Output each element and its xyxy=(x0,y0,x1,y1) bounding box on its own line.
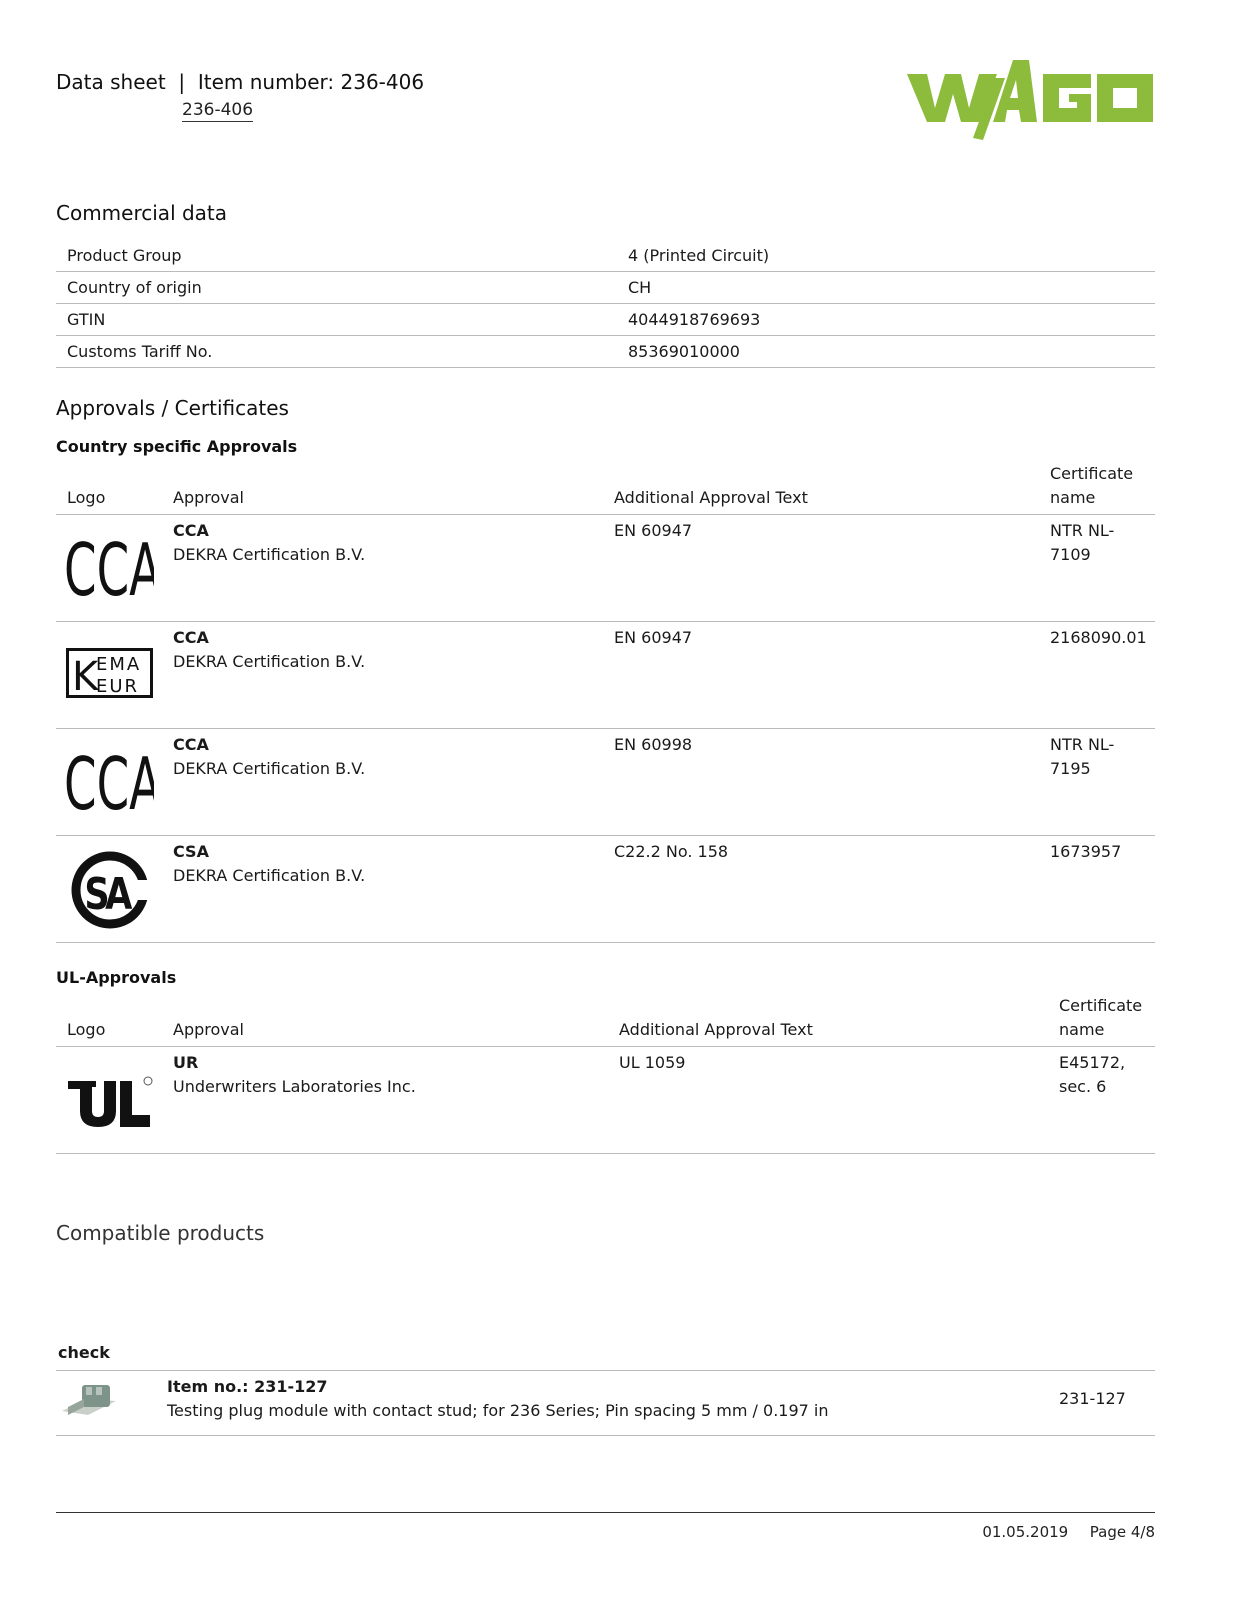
svg-text:CCA: CCA xyxy=(64,533,154,603)
col-additional-text: Additional Approval Text xyxy=(619,1020,813,1039)
wago-logo xyxy=(905,56,1155,142)
col-approval: Approval xyxy=(173,488,244,507)
certificate-name-cont: 7195 xyxy=(1050,759,1091,778)
col-additional-text: Additional Approval Text xyxy=(614,488,808,507)
section-heading-approvals: Approvals / Certificates xyxy=(56,396,289,420)
approval-org: DEKRA Certification B.V. xyxy=(173,866,366,885)
approval-text: C22.2 No. 158 xyxy=(614,842,729,861)
svg-text:CCA: CCA xyxy=(64,747,154,817)
table-row xyxy=(56,1047,1155,1154)
svg-text:EUR: EUR xyxy=(96,676,140,697)
product-description: Testing plug module with contact stud; for 236 Series; Pin spacing 5 mm / 0.197 in xyxy=(167,1401,829,1420)
approval-name: CSA xyxy=(173,842,209,861)
product-code: 231-127 xyxy=(1059,1389,1126,1408)
table-row xyxy=(56,622,1155,729)
approval-org: DEKRA Certification B.V. xyxy=(173,545,366,564)
approval-name: UR xyxy=(173,1053,199,1072)
csa-logo xyxy=(70,846,152,936)
col-certificate: Certificate xyxy=(1059,996,1143,1015)
table-row xyxy=(56,836,1155,943)
cca-logo xyxy=(64,533,154,607)
table-row xyxy=(56,729,1155,836)
certificate-name: 1673957 xyxy=(1050,842,1122,861)
cca-logo xyxy=(64,747,154,821)
certificate-name: NTR NL- xyxy=(1050,735,1115,754)
section-heading-commercial: Commercial data xyxy=(56,201,228,225)
section-heading-compatible: Compatible products xyxy=(56,1221,265,1245)
certificate-name: NTR NL- xyxy=(1050,521,1115,540)
table-header xyxy=(56,992,1155,1047)
svg-text:A: A xyxy=(105,869,133,921)
page-title: Data sheet | Item number: 236-406 xyxy=(56,70,425,94)
row-key: Country of origin xyxy=(67,278,202,297)
row-value: 4044918769693 xyxy=(628,310,761,329)
svg-text:K: K xyxy=(72,654,99,700)
compatible-group-label: check xyxy=(58,1343,110,1362)
row-key: GTIN xyxy=(67,310,106,329)
row-value: 4 (Printed Circuit) xyxy=(628,246,770,265)
table-header xyxy=(56,460,1155,515)
svg-text:EMA: EMA xyxy=(96,654,142,675)
certificate-name: E45172, xyxy=(1059,1053,1126,1072)
certificate-name-cont: sec. 6 xyxy=(1059,1077,1107,1096)
svg-text:S: S xyxy=(84,869,110,921)
footer-date: 01.05.2019 xyxy=(982,1523,1069,1541)
approval-text: EN 60998 xyxy=(614,735,693,754)
subheading-country-approvals: Country specific Approvals xyxy=(56,437,298,456)
certificate-name-cont: 7109 xyxy=(1050,545,1091,564)
product-item-number[interactable]: Item no.: 231-127 xyxy=(167,1377,328,1396)
col-certificate-name: name xyxy=(1050,488,1096,507)
row-key: Customs Tariff No. xyxy=(67,342,213,361)
subheading-ul-approvals: UL-Approvals xyxy=(56,968,177,987)
approval-name: CCA xyxy=(173,521,209,540)
certificate-name: 2168090.01 xyxy=(1050,628,1147,647)
commercial-table xyxy=(56,240,1155,368)
footer-divider xyxy=(56,1512,1155,1513)
product-thumbnail xyxy=(58,1377,118,1425)
approval-name: CCA xyxy=(173,735,209,754)
approval-org: DEKRA Certification B.V. xyxy=(173,652,366,671)
col-logo: Logo xyxy=(67,488,106,507)
ul-logo xyxy=(66,1075,156,1133)
approval-org: Underwriters Laboratories Inc. xyxy=(173,1077,416,1096)
approval-text: UL 1059 xyxy=(619,1053,686,1072)
col-logo: Logo xyxy=(67,1020,106,1039)
kema-logo xyxy=(66,648,154,704)
table-row xyxy=(56,515,1155,622)
country-approvals-table xyxy=(56,460,1155,943)
row-value: CH xyxy=(628,278,652,297)
ul-approvals-table xyxy=(56,992,1155,1154)
footer-page-number: Page 4/8 xyxy=(1089,1523,1155,1541)
table-row xyxy=(56,272,1155,304)
col-certificate-name: name xyxy=(1059,1020,1105,1039)
approval-text: EN 60947 xyxy=(614,521,693,540)
col-approval: Approval xyxy=(173,1020,244,1039)
approval-name: CCA xyxy=(173,628,209,647)
row-key: Product Group xyxy=(67,246,182,265)
footer xyxy=(982,1523,1155,1541)
approval-text: EN 60947 xyxy=(614,628,693,647)
table-row xyxy=(56,240,1155,272)
table-row xyxy=(56,336,1155,368)
col-certificate: Certificate xyxy=(1050,464,1134,483)
item-number-link[interactable]: 236-406 xyxy=(182,100,254,120)
approval-org: DEKRA Certification B.V. xyxy=(173,759,366,778)
table-row xyxy=(56,304,1155,336)
list-item[interactable] xyxy=(56,1370,1155,1436)
row-value: 85369010000 xyxy=(628,342,740,361)
